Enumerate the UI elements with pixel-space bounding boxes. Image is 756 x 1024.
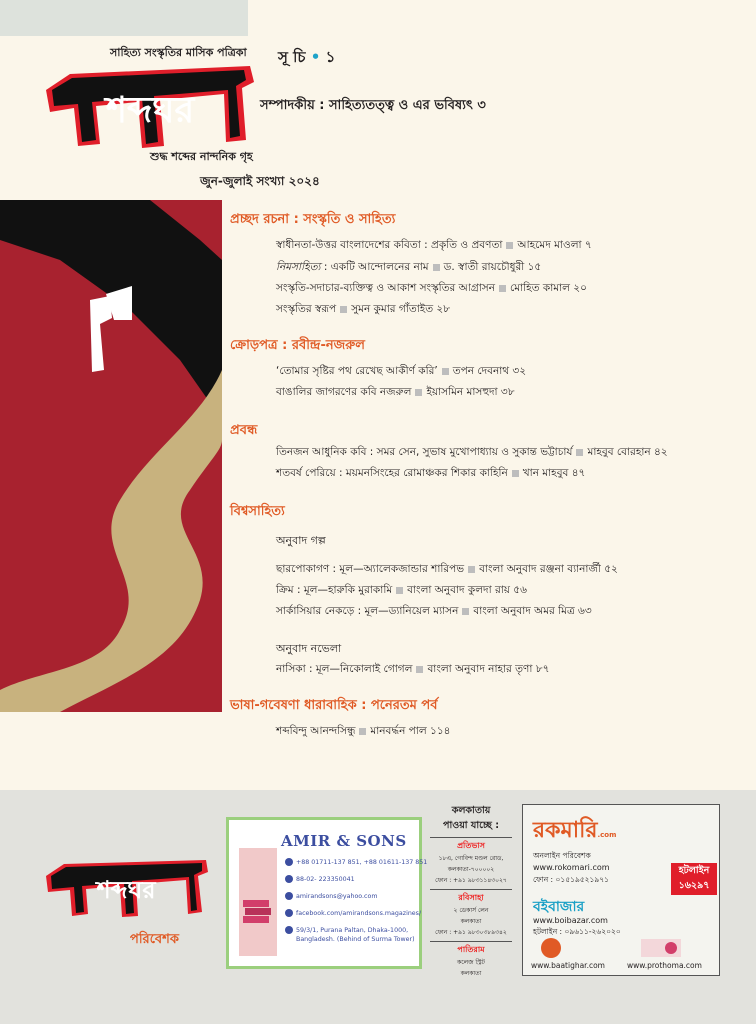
stockist-name: পাতিরাম [457, 945, 485, 954]
item-title: তিনজন আধুনিক কবি : সমর সেন, সুভাষ মুখোপাধ্যায় ও সুকান্ত ভট্টাচার্য [276, 446, 573, 458]
toc-label: সূ চি [278, 48, 306, 66]
item-author: মোহিত কামাল ২০ [510, 282, 587, 294]
boibazar-hotline: হটলাইন : ০৯৬১১-২৬২০২০ [533, 927, 621, 936]
bullet-square-icon [576, 449, 583, 456]
stockist-phone: ফোন : +৯১ ৯৮৩১১৪৩০২৭ [435, 877, 507, 884]
item-title: ক্রিম : মূল—হারুকি মুরাকামি [276, 584, 393, 596]
toc-dot: • [310, 48, 321, 66]
prothoma-website[interactable]: www.prothoma.com [627, 961, 702, 970]
issue-label: জুন-জুলাই সংখ্যা ২০২৪ [200, 174, 320, 188]
section-title: প্রচ্ছদ রচনা : সংস্কৃতি ও সাহিত্য [230, 212, 396, 227]
kolkata-subheading: পাওয়া যাচ্ছে : [443, 820, 499, 831]
stockist-address: ২ ডেকার্স লেন [453, 907, 489, 914]
distributor-label: পরিবেশক [130, 932, 179, 947]
baatighar-logo-icon [537, 937, 565, 959]
item-author: ইয়াসমিন মাসহুদা ৩৮ [426, 386, 515, 398]
item-title: স্বাধীনতা-উত্তর বাংলাদেশের কবিতা : প্রকৃতি ও প্রবণতা [276, 239, 503, 251]
toc-item[interactable] [276, 364, 526, 381]
item-title-italic: নিমসাহিত্য [276, 261, 321, 273]
stockist-name: রবিসাহা [458, 893, 484, 902]
amir-sons-card [226, 817, 428, 969]
item-title: সংস্কৃতির স্বরূপ [276, 303, 337, 315]
item-title: বাঙালির জাগরণের কবি নজরুল [276, 386, 412, 398]
item-title: ছারপোকাগণ : মূল—অ্যালেকজান্ডার শারিপভ [276, 563, 465, 575]
toc-item[interactable] [276, 260, 541, 277]
phone-icon [285, 858, 293, 866]
item-author: মানবর্দ্ধন পাল ১১৪ [370, 725, 451, 737]
toc-item[interactable] [276, 662, 549, 679]
tagline: সাহিত্য সংস্কৃতির মাসিক পত্রিকা [110, 46, 247, 59]
stockist-name: প্রতিভাস [457, 841, 485, 850]
bullet-square-icon [433, 264, 440, 271]
hotline-number: ১৬২৯৭ [678, 880, 710, 891]
toc-item[interactable] [276, 238, 592, 255]
item-author: বাংলা অনুবাদ অমর মিত্র ৬৩ [473, 605, 592, 617]
toc-item[interactable] [276, 604, 592, 621]
stockist-pratibhas [430, 837, 512, 886]
bullet-square-icon [396, 587, 403, 594]
hotline-badge [671, 863, 717, 895]
subhead: অনুবাদ নভেলা [276, 642, 342, 655]
item-author: মাহবুব বোরহান ৪২ [587, 446, 668, 458]
section-title: ক্রোড়পত্র : রবীন্দ্র-নজরুল [230, 338, 365, 353]
section-title: প্রবন্ধ [230, 423, 258, 438]
toc-title [278, 46, 335, 71]
item-author: বাংলা অনুবাদ নাহার তৃণা ৮৭ [427, 663, 550, 675]
item-title: সংস্কৃতি-সদাচার-ব্যক্তিত্ব ও আকাশ সংস্কৃতির আগ্রাসন [276, 282, 495, 294]
rokomari-phone: ফোন : ০১৫১৯৫২১৯৭১ [533, 875, 610, 884]
stockist-city: কলকাতা [460, 918, 482, 925]
online-distributors [522, 804, 720, 976]
logo-subtitle: শুদ্ধ শব্দের নান্দনিক গৃহ [150, 150, 253, 163]
amir-email[interactable] [285, 892, 378, 900]
rokomari-logo [533, 813, 616, 850]
item-author: ড. স্বাতী রায়চৌধুরী ১৫ [443, 261, 542, 273]
item-author: তপন দেবনাথ ৩২ [452, 365, 527, 377]
item-title: ‘তোমার সৃষ্টির পথ রেখেছ আকীর্ণ করি’ [276, 365, 438, 377]
amir-email-text: amirandsons@yahoo.com [296, 893, 378, 900]
amir-phone [285, 858, 427, 866]
amir-landline [285, 875, 355, 883]
books-logo-icon [239, 848, 277, 956]
stockist-robisaha [430, 889, 512, 938]
toc-item[interactable] [276, 583, 527, 600]
stockist-address: ১৮এ, গোবিন্দ মণ্ডল রোড, [438, 855, 504, 862]
bullet-square-icon [462, 608, 469, 615]
editorial-line: সম্পাদকীয় : সাহিত্যতত্ত্ব ও এর ভবিষ্যৎ ৩ [260, 98, 486, 113]
stockist-patiram [430, 941, 512, 979]
amir-address-2: Bangladesh. (Behind of Surma Tower) [296, 936, 415, 943]
stockist-phone: ফোন : +৯১ ৯৮৩০৩৮৯৩৪২ [435, 929, 507, 936]
toc-item[interactable] [276, 281, 587, 298]
item-title: : একটি আন্দোলনের নাম [320, 261, 429, 273]
email-icon [285, 892, 293, 900]
toc-item[interactable] [276, 385, 515, 402]
boibazar-website[interactable]: www.boibazar.com [533, 916, 608, 925]
toc-number: ১ [325, 48, 336, 66]
item-title: শতবর্ষ পেরিয়ে : ময়মনসিংহের রোমাঞ্চকর শিকার কাহিনি [276, 467, 508, 479]
bullet-square-icon [512, 470, 519, 477]
bullet-square-icon [506, 242, 513, 249]
baatighar-website[interactable]: www.baatighar.com [531, 961, 605, 970]
toc-item[interactable] [276, 445, 668, 462]
amir-address [285, 926, 408, 934]
amir-sons-name: AMIR & SONS [281, 832, 407, 850]
prothoma-logo-icon [641, 939, 681, 957]
item-title: শব্দবিন্দু আনন্দসিন্ধু [276, 725, 356, 737]
item-title: সার্কাসিয়ার নেকড়ে : মূল—ড্যানিয়েল ম্যাসন [276, 605, 459, 617]
rokomari-name: রকমারি [533, 818, 598, 843]
footer-logo [42, 856, 212, 918]
toc-item[interactable] [276, 466, 585, 483]
toc-item[interactable] [276, 302, 450, 319]
facebook-icon [285, 909, 293, 917]
telephone-icon [285, 875, 293, 883]
hotline-label: হটলাইন [678, 865, 710, 876]
bullet-square-icon [359, 728, 366, 735]
bullet-square-icon [416, 666, 423, 673]
subhead: অনুবাদ গল্প [276, 534, 326, 547]
bullet-square-icon [415, 389, 422, 396]
toc-item[interactable] [276, 562, 618, 579]
shobdoghor-logo [40, 60, 262, 148]
amir-landline-text: 88-02- 223350041 [296, 876, 355, 883]
rokomari-label: অনলাইন পরিবেশক [533, 851, 591, 860]
bullet-square-icon [499, 285, 506, 292]
section-title: বিশ্বসাহিত্য [230, 504, 285, 519]
item-author: সুমন কুমার গাঁতাইত ২৮ [351, 303, 451, 315]
item-title: নাসিকা : মূল—নিকোলাই গোগল [276, 663, 413, 675]
logo-text: শব্দঘর [105, 90, 195, 131]
stockist-city: কলকাতা [460, 970, 482, 977]
rokomari-website[interactable]: www.rokomari.com [533, 863, 610, 872]
kolkata-heading: কলকাতায় [451, 805, 491, 816]
top-gray-band [0, 0, 248, 36]
footer-logo-text: শব্দঘর [96, 876, 156, 904]
cover-artwork [0, 200, 240, 712]
item-author: আহমেদ মাওলা ৭ [517, 239, 592, 251]
bullet-square-icon [442, 368, 449, 375]
bullet-square-icon [468, 566, 475, 573]
rokomari-suffix: .com [597, 831, 617, 839]
amir-address-line1: 59/3/1, Purana Paltan, Dhaka-1000, [296, 927, 409, 934]
item-author: খান মাহবুব ৪৭ [522, 467, 586, 479]
kolkata-stockists [430, 804, 512, 979]
amir-phone-text: +88 01711-137 851, +88 01611-137 851 [296, 859, 428, 866]
location-icon [285, 926, 293, 934]
boibazar-logo: বইবাজার [533, 899, 585, 915]
amir-facebook[interactable] [285, 909, 421, 917]
bullet-square-icon [340, 306, 347, 313]
stockist-city: কলকাতা-৭০০০০২ [447, 866, 495, 873]
amir-facebook-text: facebook.com/amirandsons.magazines/ [296, 910, 422, 917]
item-author: বাংলা অনুবাদ কুলদা রায় ৫৬ [407, 584, 527, 596]
item-author: বাংলা অনুবাদ রঞ্জনা ব্যানার্জী ৫২ [479, 563, 618, 575]
toc-item[interactable] [276, 724, 450, 741]
section-title: ভাষা-গবেষণা ধারাবাহিক : পনেরতম পর্ব [230, 698, 438, 713]
stockist-address: কলেজ স্ট্রিট [457, 959, 485, 966]
